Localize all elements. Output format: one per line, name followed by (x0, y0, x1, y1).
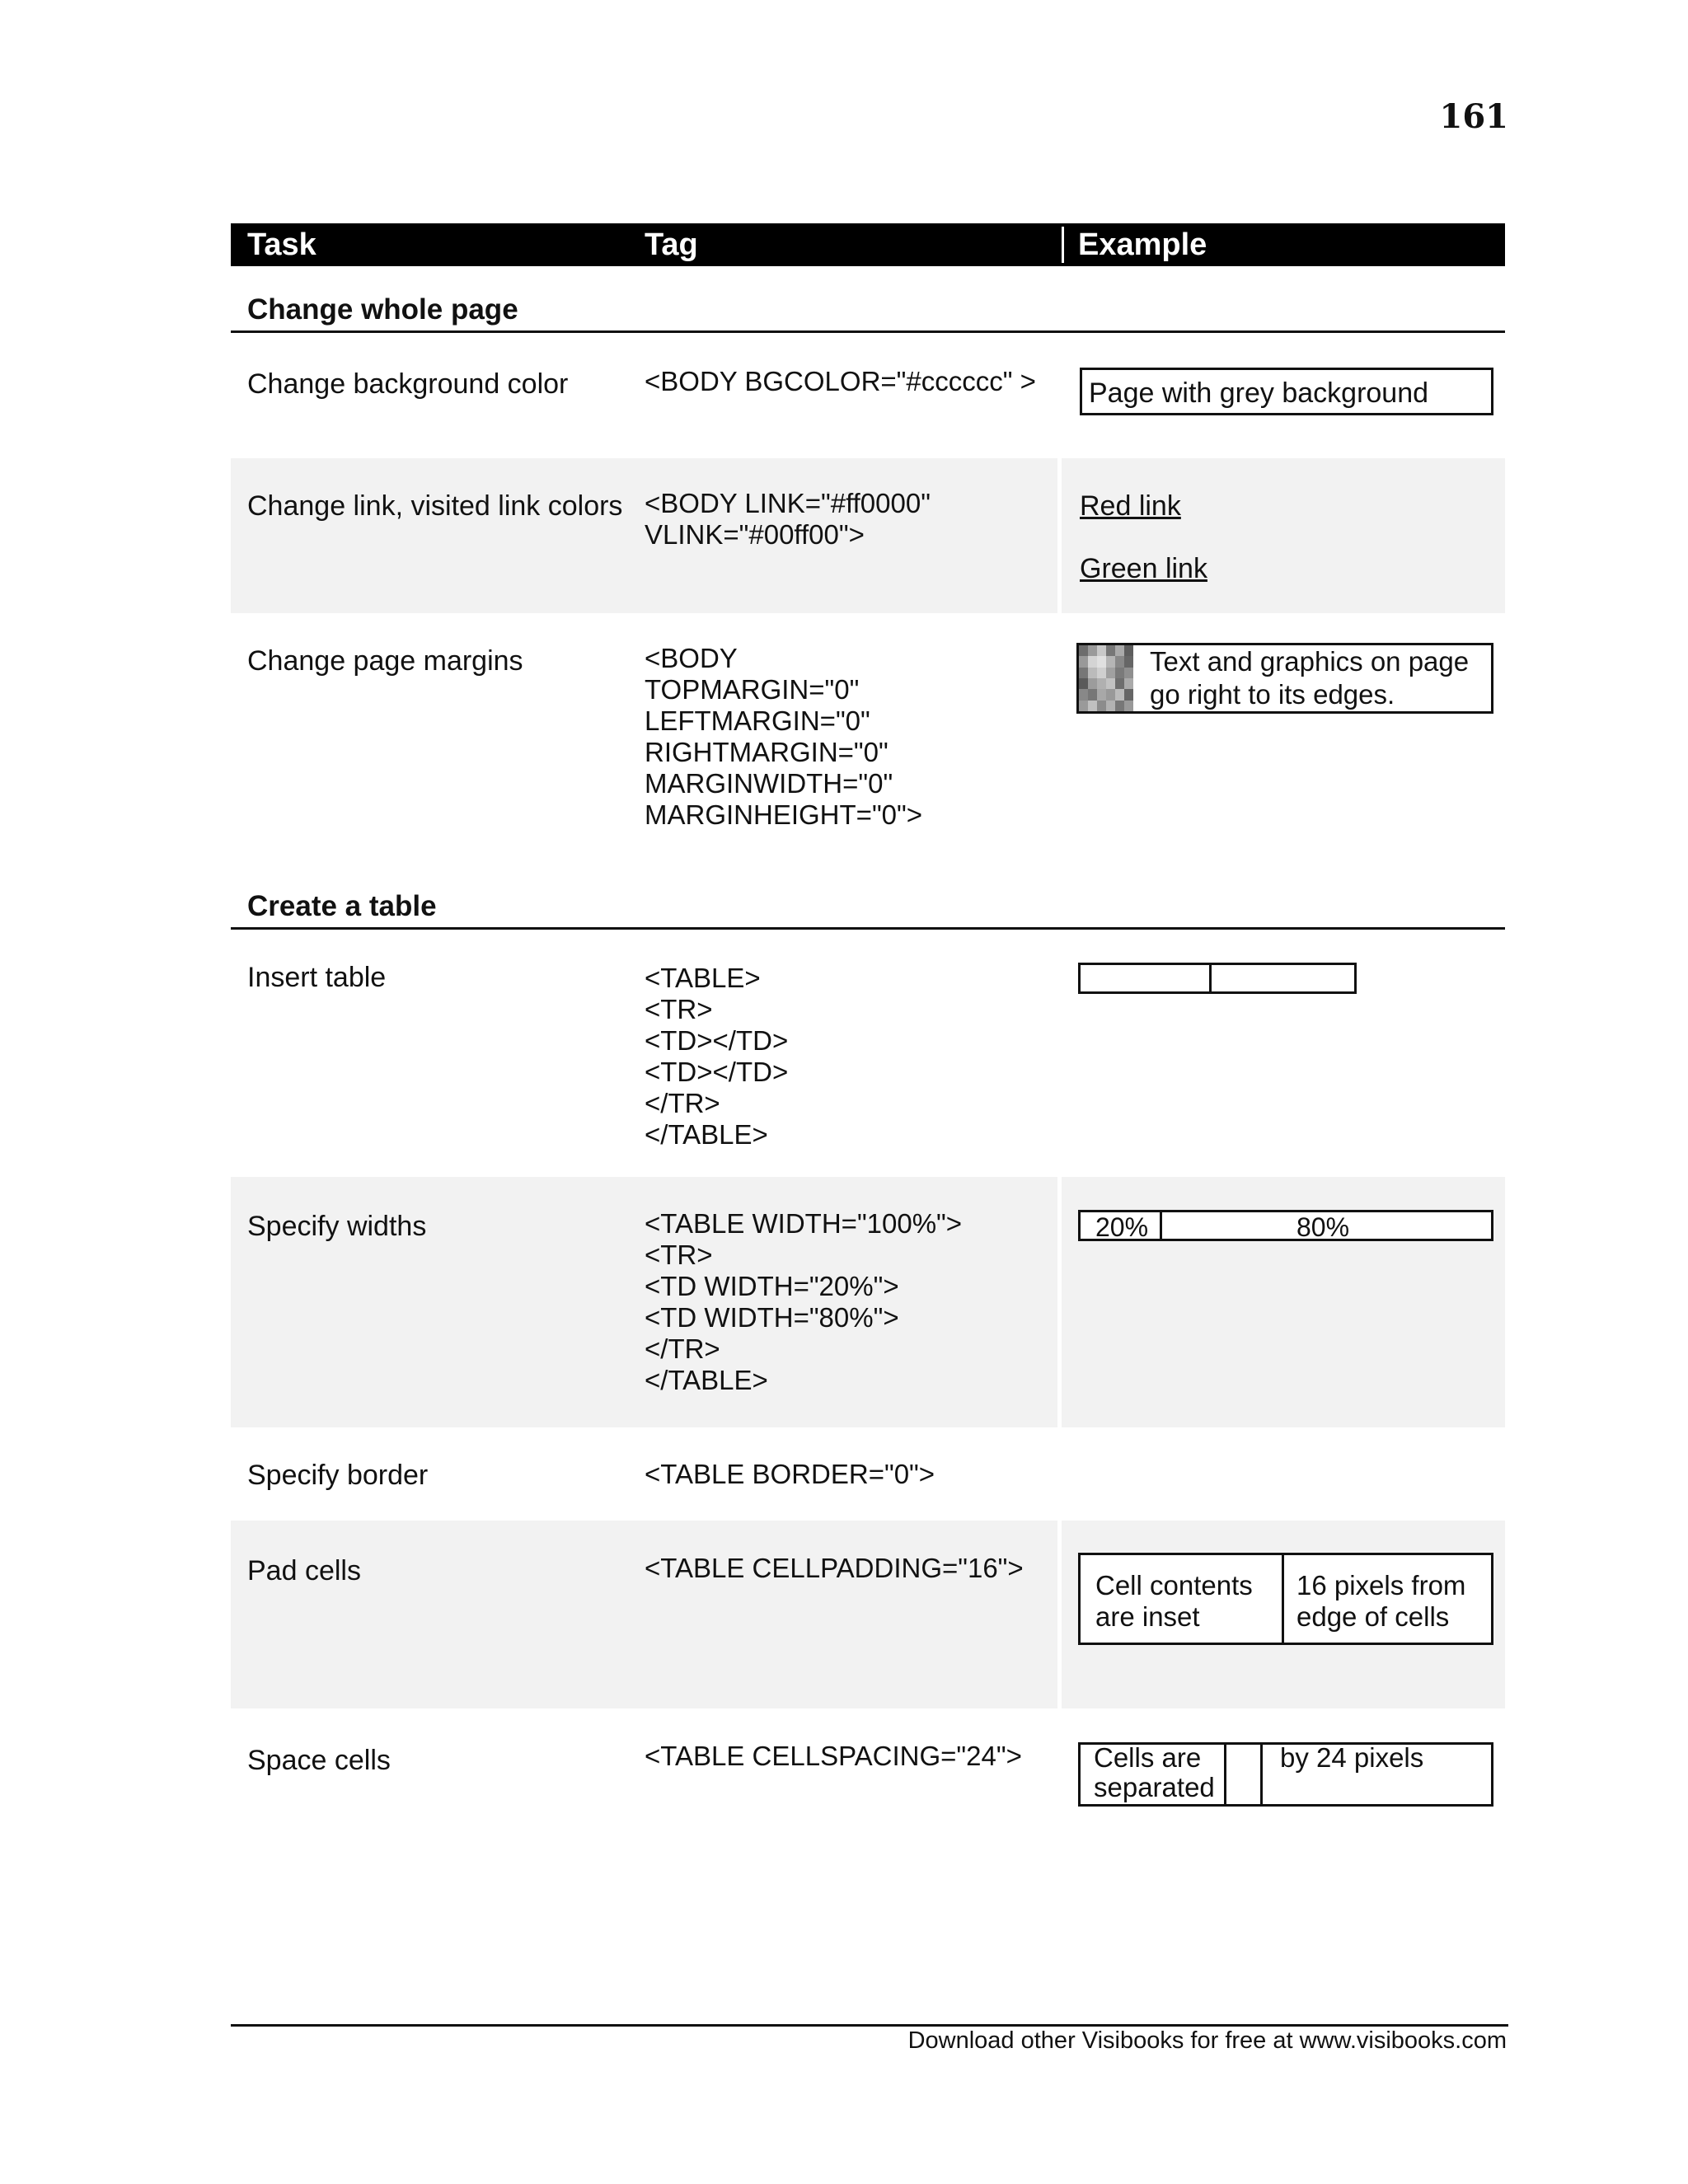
task-border: Specify border (247, 1460, 429, 1491)
spaced-cell-2: by 24 pixels (1280, 1742, 1424, 1773)
task-links: Change link, visited link colors (247, 490, 623, 522)
green-link[interactable]: Green link (1080, 553, 1207, 584)
section-title-whole-page: Change whole page (247, 293, 518, 326)
example-margins-text: Text and graphics on page go right to its edges. (1150, 646, 1470, 710)
example-spaced-table (1078, 1742, 1493, 1807)
row-shade-padding-left (231, 1521, 1057, 1708)
footer-text: Download other Visibooks for free at www.visibooks.com (907, 2027, 1507, 2054)
padded-cell-1: Cell contents are inset (1095, 1570, 1253, 1632)
padded-cell-2: 16 pixels from edge of cells (1296, 1570, 1466, 1632)
table-cell-divider (1209, 965, 1212, 991)
example-width-table (1078, 1210, 1493, 1241)
tag-border: <TABLE BORDER="0"> (645, 1459, 935, 1489)
tag-spacing: <TABLE CELLSPACING="24"> (645, 1741, 1022, 1771)
tag-links: <BODY LINK="#ff0000" VLINK="#00ff00"> (645, 488, 931, 550)
tag-widths: <TABLE WIDTH="100%"> <TR> <TD WIDTH="20%"> <TD WIDTH="80%"> </TR> </TABLE> (645, 1208, 963, 1395)
table-cell-divider (1160, 1212, 1162, 1239)
table-cell-divider (1282, 1555, 1284, 1643)
section-rule (231, 927, 1505, 930)
task-widths: Specify widths (247, 1211, 427, 1242)
cell-20-percent: 20% (1095, 1212, 1149, 1242)
table-cell-divider (1260, 1745, 1263, 1804)
row-shade-links-right (1062, 458, 1505, 613)
page-number: 161 (1439, 97, 1508, 136)
tag-padding: <TABLE CELLPADDING="16"> (645, 1553, 1024, 1583)
cell-80-percent: 80% (1296, 1212, 1350, 1242)
table-header (231, 223, 1505, 266)
example-padded-table (1078, 1553, 1493, 1645)
example-empty-table (1078, 963, 1357, 994)
header-example: Example (1078, 227, 1207, 262)
portrait-image (1079, 645, 1133, 711)
tag-insert-table: <TABLE> <TR> <TD></TD> <TD></TD> </TR> </TABLE> (645, 963, 789, 1150)
task-insert-table: Insert table (247, 962, 387, 993)
task-bgcolor: Change background color (247, 368, 569, 400)
footer-rule (231, 2024, 1508, 2027)
table-cell-divider (1224, 1745, 1226, 1804)
section-rule (231, 330, 1505, 333)
spaced-cell-1: Cells are separated (1094, 1742, 1215, 1802)
section-title-table: Create a table (247, 890, 437, 922)
task-spacing: Space cells (247, 1745, 391, 1776)
tag-bgcolor: <BODY BGCOLOR="#cccccc" > (645, 366, 1036, 396)
header-tag: Tag (645, 227, 698, 262)
example-grey-background (1080, 368, 1493, 415)
example-margins (1076, 643, 1493, 714)
task-margins: Change page margins (247, 645, 523, 677)
header-divider (1062, 227, 1064, 263)
example-grey-background-text: Page with grey background (1089, 377, 1429, 409)
header-task: Task (247, 227, 316, 262)
task-padding: Pad cells (247, 1555, 361, 1586)
red-link[interactable]: Red link (1080, 490, 1181, 522)
tag-margins: <BODY TOPMARGIN="0" LEFTMARGIN="0" RIGHTMARGIN="0" MARGINWIDTH="0" MARGINHEIGHT="0"> (645, 643, 922, 830)
